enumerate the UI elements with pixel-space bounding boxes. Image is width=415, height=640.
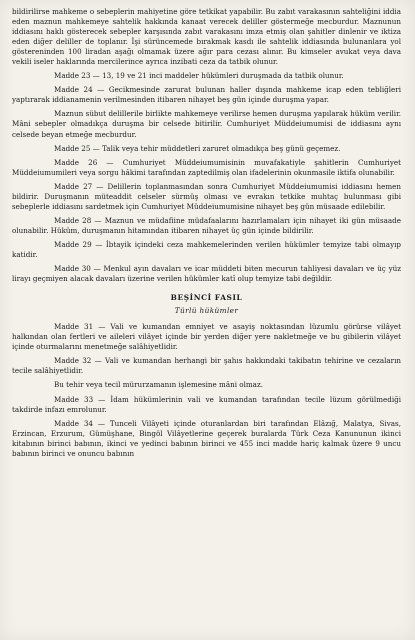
paragraph-madde-31: Madde 31 — Vali ve kumandan emniyet ve asayiş noktasından lüzumlu görürse vilâyet halkından olan fertleri ve aileleri vilâyet içinde bir yerden diğer yere nakletmeğe ve bu gibilerin vilâyet içinde oturmalarını menetmeğe salâhiyetlidir. [12, 322, 401, 352]
paragraph-madde-23: Madde 23 — 13, 19 ve 21 inci maddeler hükümleri duruşmada da tatbik olunur. [54, 71, 344, 81]
paragraph-madde-26: Madde 26 — Cumhuriyet Müddeiumumisinin muvafakatiyle şahitlerin Cumhuriyet Müddeiumumileri veya sorgu hâkimi tarafından zaptedilmiş olan ifadelerinin okunmasile iktifa olunabilir. [12, 157, 401, 177]
paragraph-madde-33: Madde 33 — İdam hükümlerinin vali ve kumandan tarafından tecile lüzum görülmediği takdirde infazı emrolunur. [12, 394, 401, 414]
paragraph-madde-32: Madde 32 — Vali ve kumandan herhangi bir şahıs hakkındaki takibatın tehirine ve cezaların tecile salâhiyetlidir. [12, 356, 401, 376]
paragraph-madde-27: Madde 27 — Delillerin toplanmasından sonra Cumhuriyet Müddeiumumisi iddiasını hemen bildirir. Duruşmanın müteaddit celseler sürmüş olması ve evrakın tetkike muhtaç bulunması gibi sebeplerle iddiasını sardetmek için Cumhuriyet Müddeiumumisine nihayet beş gün müsaade edilebilir. [12, 181, 401, 211]
paragraph-continuation: bildirilirse mahkeme o sebeplerin mahiyetine göre tetkikat yapabilir. Bu zabıt varakasının sahteliğini iddia eden maznun mahkemeye sahtelik hakkında kanaat verecek deliller göstermeğe mecburdur. Maznunun iddiasını haklı gösterecek sebepler karşısında zabıt varakasını imza etmiş olan şahitler dinlenir ve iktiza eden diğer deliller de toplanır. İşi sürüncemede bırakmak kasdı ile sahtelik iddiasında bulunanlara yol göstereninden 100 liradan aşağı olmamak üzere ağır para cezası alınır. Bu kimseler avukat veya dava vekili iseler haklarında mercilerince ayrıca inzibati ceza da tatbik olunur. [12, 7, 401, 67]
section-heading: BEŞİNCİ FASIL [170, 293, 243, 303]
paragraph-madde-29: Madde 29 — İbtayik içindeki ceza mahkemelerinden verilen hükümler temyize tabi olmayıp katidir. [12, 239, 401, 259]
paragraph-madde-28: Madde 28 — Maznun ve müdafiine müdafaalarını hazırlamaları için nihayet iki gün müsaade olunabilir. Hüküm, duruşmanın hitamından itibaren nihayet üç gün içinde bildirilir. [12, 215, 401, 235]
paragraph-madde-30: Madde 30 — Menkul ayın davaları ve icar müddeti biten mecurun tahliyesi davaları ve üç yüz lirayı geçmiyen alacak davaları üzerine verilen hükümler katî olup temyize tabi değildir. [12, 264, 401, 284]
section-subheading: Türlü hükümler [174, 306, 239, 316]
paragraph-madde-24-cont: Maznun sübut delillerile birlikte mahkemeye verilirse hemen duruşma yapılarak hüküm verilir. Mâni sebepler olmadıkça duruşma bir celsede bitirilir. Cumhuriyet Müddeiumumisi de iddiasını aynı celsede beyan etmeğe mecburdur. [12, 109, 401, 139]
paragraph-madde-34: Madde 34 — Tunceli Vilâyeti içinde oturanlardan biri tarafından Elâzığ, Malatya, Sivas, Erzincan, Erzurum, Gümüşhane, Bingöl Vilâyetlerine geçerek buralarda Türk Ceza Kanununun ikinci kitabının birinci babının, ikinci ve yedinci babının birinci ve 455 inci madde hariç kalmak üzere 9 uncu babının birinci ve onuncu babının [12, 418, 401, 458]
paragraph-madde-32-cont: Bu tehir veya tecil mürurzamanın işlemesine mâni olmaz. [54, 380, 263, 390]
paragraph-madde-25: Madde 25 — Talik veya tehir müddetleri zaruret olmadıkça beş günü geçemez. [54, 143, 341, 153]
paragraph-madde-24: Madde 24 — Gecikmesinde zarurat bulunan haller dışında mahkeme icap eden tebliğleri yaptırarak iddianamenin verilmesinden itibaren nihayet beş gün içinde duruşma yapar. [12, 85, 401, 105]
